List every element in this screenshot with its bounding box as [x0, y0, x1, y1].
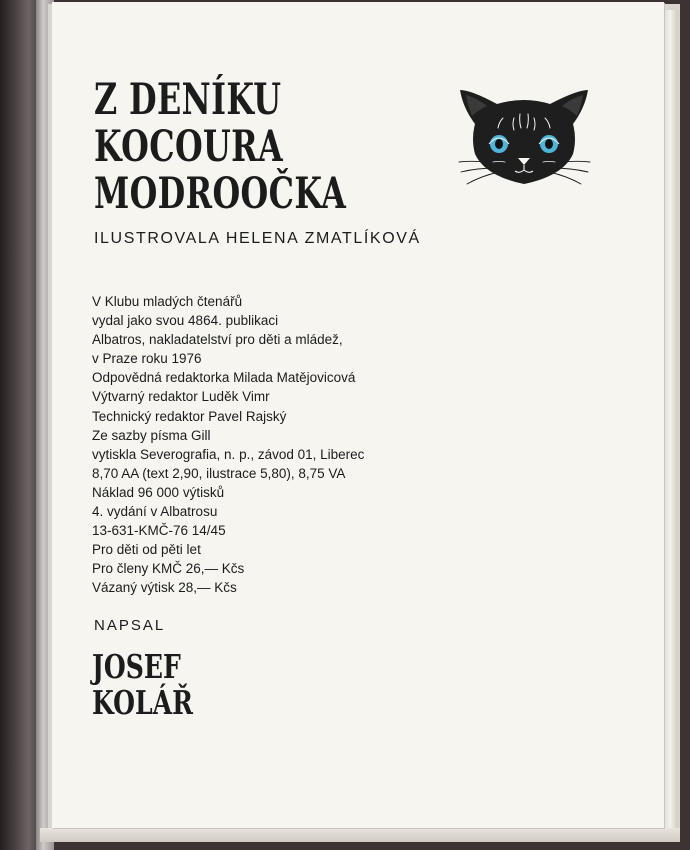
- imprint-line: 8,70 AA (text 2,90, ilustrace 5,80), 8,75 VA: [92, 465, 346, 481]
- author-line: KOLÁŘ: [92, 683, 193, 722]
- black-cat-face-icon: [457, 84, 592, 199]
- page-edge-bottom: [40, 828, 680, 842]
- imprint-line: vydal jako svou 4864. publikaci: [92, 313, 279, 329]
- imprint-line: Výtvarný redaktor Luděk Vimr: [92, 389, 270, 405]
- imprint-line: 13-631-KMČ-76 14/45: [92, 523, 226, 539]
- imprint-line: vytiskla Severografia, n. p., závod 01, Liberec: [92, 446, 365, 462]
- author-name: [92, 649, 193, 721]
- imprint-line: Ze sazby písma Gill: [92, 427, 211, 443]
- illustrator-credit: ILUSTROVALA HELENA ZMATLÍKOVÁ: [94, 230, 421, 247]
- imprint-line: Pro členy KMČ 26,— Kčs: [92, 561, 245, 577]
- page-edge-right: [664, 10, 678, 832]
- imprint-line: Náklad 96 000 výtisků: [92, 484, 225, 500]
- imprint-block: [92, 292, 364, 598]
- imprint-line: 4. vydání v Albatrosu: [92, 504, 218, 520]
- imprint-line: Vázaný výtisk 28,— Kčs: [92, 580, 237, 596]
- title-page: [52, 2, 664, 828]
- book-title: [94, 77, 346, 218]
- author-label: NAPSAL: [94, 617, 166, 634]
- title-line: Z DENÍKU: [94, 75, 282, 125]
- imprint-line: v Praze roku 1976: [92, 351, 202, 367]
- imprint-line: Odpovědná redaktorka Milada Matějovicová: [92, 370, 356, 386]
- author-line: JOSEF: [92, 647, 181, 686]
- imprint-line: V Klubu mladých čtenářů: [92, 294, 243, 309]
- title-line: KOCOURA: [94, 122, 284, 172]
- imprint-line: Pro děti od pěti let: [92, 542, 201, 558]
- imprint-line: Albatros, nakladatelství pro děti a mládež,: [92, 332, 343, 348]
- imprint-line: Technický redaktor Pavel Rajský: [92, 408, 287, 424]
- title-line: MODROOČKA: [94, 169, 347, 219]
